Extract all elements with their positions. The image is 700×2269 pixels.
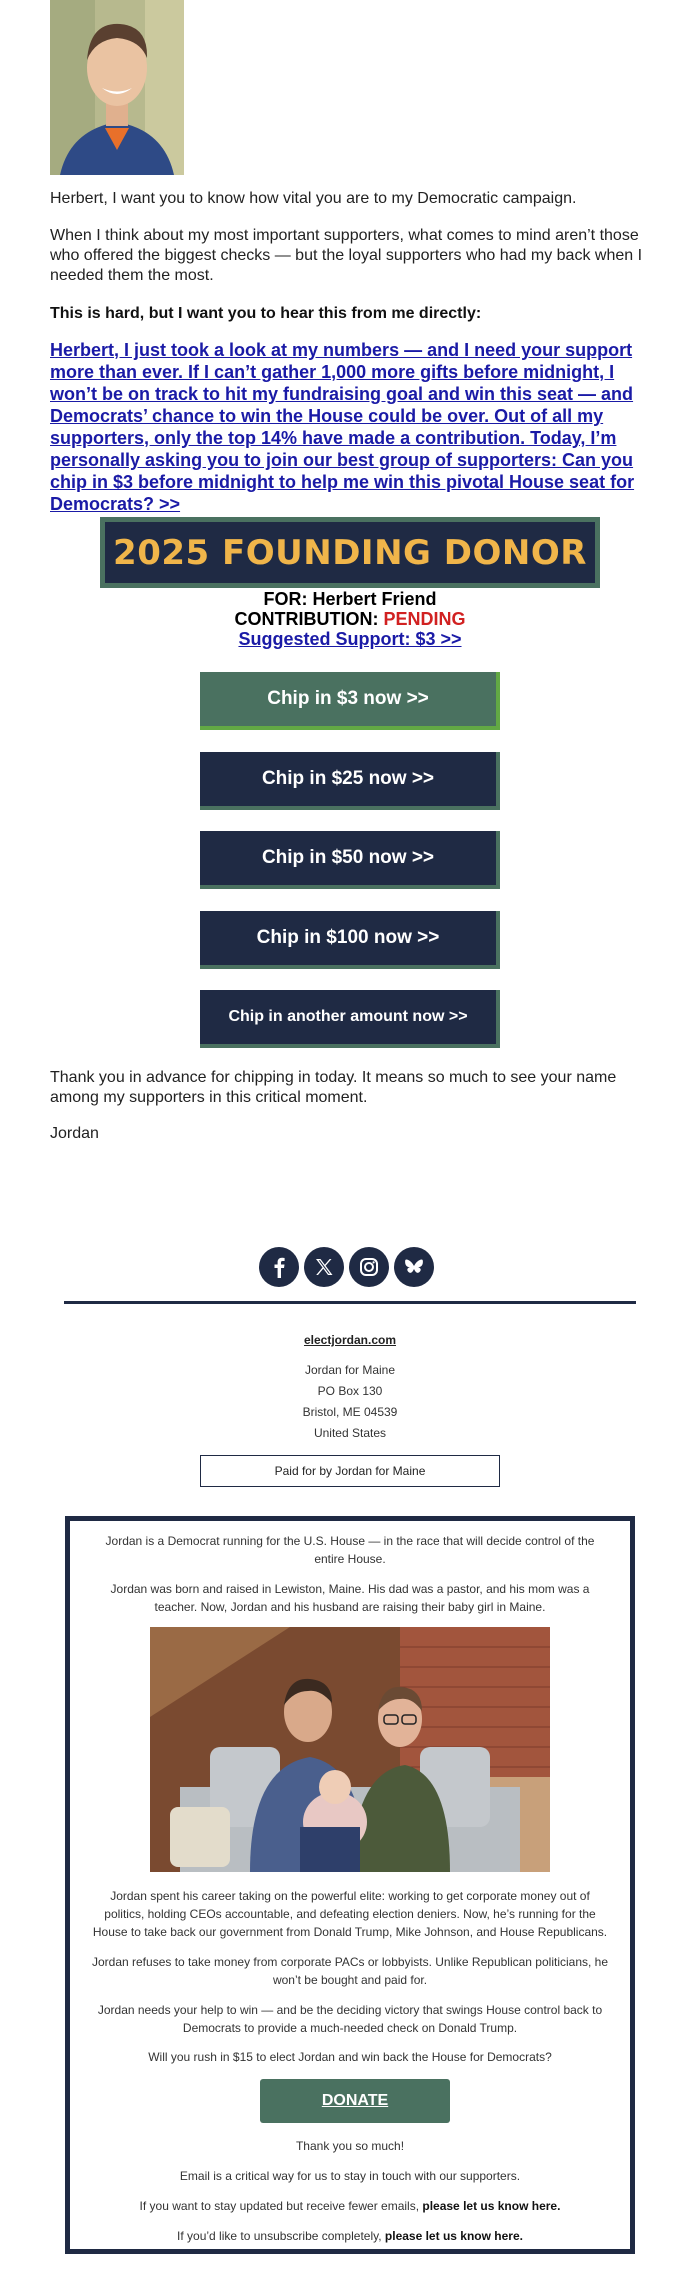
thanks-paragraph: Thank you in advance for chipping in today. It means so much to see your name among my supporters in this critical moment. [50, 1069, 617, 1106]
unsubscribe-line [90, 2227, 610, 2245]
thank-you-text: Thank you so much! [295, 2139, 405, 2153]
footer-divider [64, 1301, 636, 1304]
bio-paragraph-4: Jordan refuses to take money from corporate PACs or lobbyists. Unlike Republican politicians, he won’t be bought and paid for. [91, 1955, 609, 1987]
unsubscribe-link[interactable]: please let us know here. [384, 2229, 523, 2243]
chip-25-button[interactable]: Chip in $25 now >> [200, 752, 500, 810]
banner-text: 2025 FOUNDING DONOR [113, 532, 587, 573]
footer-city: Bristol, ME 04539 [302, 1405, 398, 1419]
contribution-status: PENDING [383, 609, 466, 629]
supporters-paragraph: When I think about my most important supporters, what comes to mind aren’t those who offered the biggest checks — but the loyal supporters who had my back when I needed them the most. [50, 227, 643, 284]
chip-other-amount-button[interactable]: Chip in another amount now >> [200, 990, 500, 1048]
greeting-text: Herbert, I want you to know how vital you are to my Democratic campaign. [50, 190, 577, 207]
bio-paragraph-2: Jordan was born and raised in Lewiston, Maine. His dad was a pastor, and his mom was a teacher. Now, Jordan and his husband are raising their baby girl in Maine. [110, 1582, 590, 1614]
x-icon[interactable] [304, 1247, 344, 1287]
fewer-emails-line [90, 2197, 610, 2215]
bio-box [65, 1516, 635, 2254]
unsubscribe-text: If you’d like to unsubscribe completely, [177, 2229, 382, 2243]
bio-paragraph-6: Will you rush in $15 to elect Jordan and win back the House for Democrats? [148, 2050, 552, 2064]
contribution-label: CONTRIBUTION: [234, 609, 379, 629]
bio-paragraph-1: Jordan is a Democrat running for the U.S. House — in the race that will decide control of the entire House. [105, 1534, 595, 1566]
facebook-icon[interactable] [259, 1247, 299, 1287]
donate-button[interactable]: DONATE [260, 2079, 450, 2123]
bluesky-icon[interactable] [394, 1247, 434, 1287]
footer-org: Jordan for Maine [304, 1363, 396, 1377]
chip-100-button[interactable]: Chip in $100 now >> [200, 911, 500, 969]
footer-country: United States [313, 1426, 387, 1440]
contribution-line [50, 609, 650, 629]
chip-3-button[interactable]: Chip in $3 now >> [200, 672, 500, 730]
paid-for-box: Paid for by Jordan for Maine [200, 1455, 500, 1487]
bio-paragraph-5: Jordan needs your help to win — and be the deciding victory that swings House control back to Democrats to provide a much-needed check on Donald Trump. [97, 2003, 603, 2035]
family-photo [150, 1627, 550, 1872]
email-note-text: Email is a critical way for us to stay in touch with our supporters. [179, 2169, 521, 2183]
social-links [259, 1247, 434, 1287]
suggested-support-link[interactable]: Suggested Support: $3 >> [238, 629, 462, 649]
site-link[interactable]: electjordan.com [303, 1333, 397, 1347]
appeal-link[interactable]: Herbert, I just took a look at my numbers — and I need your support more than ever. If I can’t gather 1,000 more gifts before midnight, I won’t be on track to hit my fundraising goal and win this seat — and Democrats’ chance to win the House could be over. Out of all my supporters, only the top 14% have made a contribution. Today, I’m personally asking you to join our best group of supporters: Can you chip in $3 before midnight to help me win this pivotal House seat for Democrats? >> [50, 340, 635, 514]
bio-paragraph-3: Jordan spent his career taking on the powerful elite: working to get corporate money out of politics, holding CEOs accountable, and defeating election deniers. Now, he’s running for the House to take back our government from Donald Trump, Mike Johnson, and House Republicans. [92, 1889, 608, 1939]
fewer-emails-link[interactable]: please let us know here. [422, 2199, 561, 2213]
footer-po-box: PO Box 130 [317, 1384, 383, 1398]
chip-50-button[interactable]: Chip in $50 now >> [200, 831, 500, 889]
signature: Jordan [50, 1125, 99, 1142]
candidate-portrait [50, 0, 184, 175]
for-line: FOR: Herbert Friend [263, 589, 437, 609]
hard-message-text: This is hard, but I want you to hear this from me directly: [50, 305, 482, 322]
founding-donor-banner [100, 517, 600, 588]
fewer-emails-text: If you want to stay updated but receive fewer emails, [139, 2199, 420, 2213]
instagram-icon[interactable] [349, 1247, 389, 1287]
